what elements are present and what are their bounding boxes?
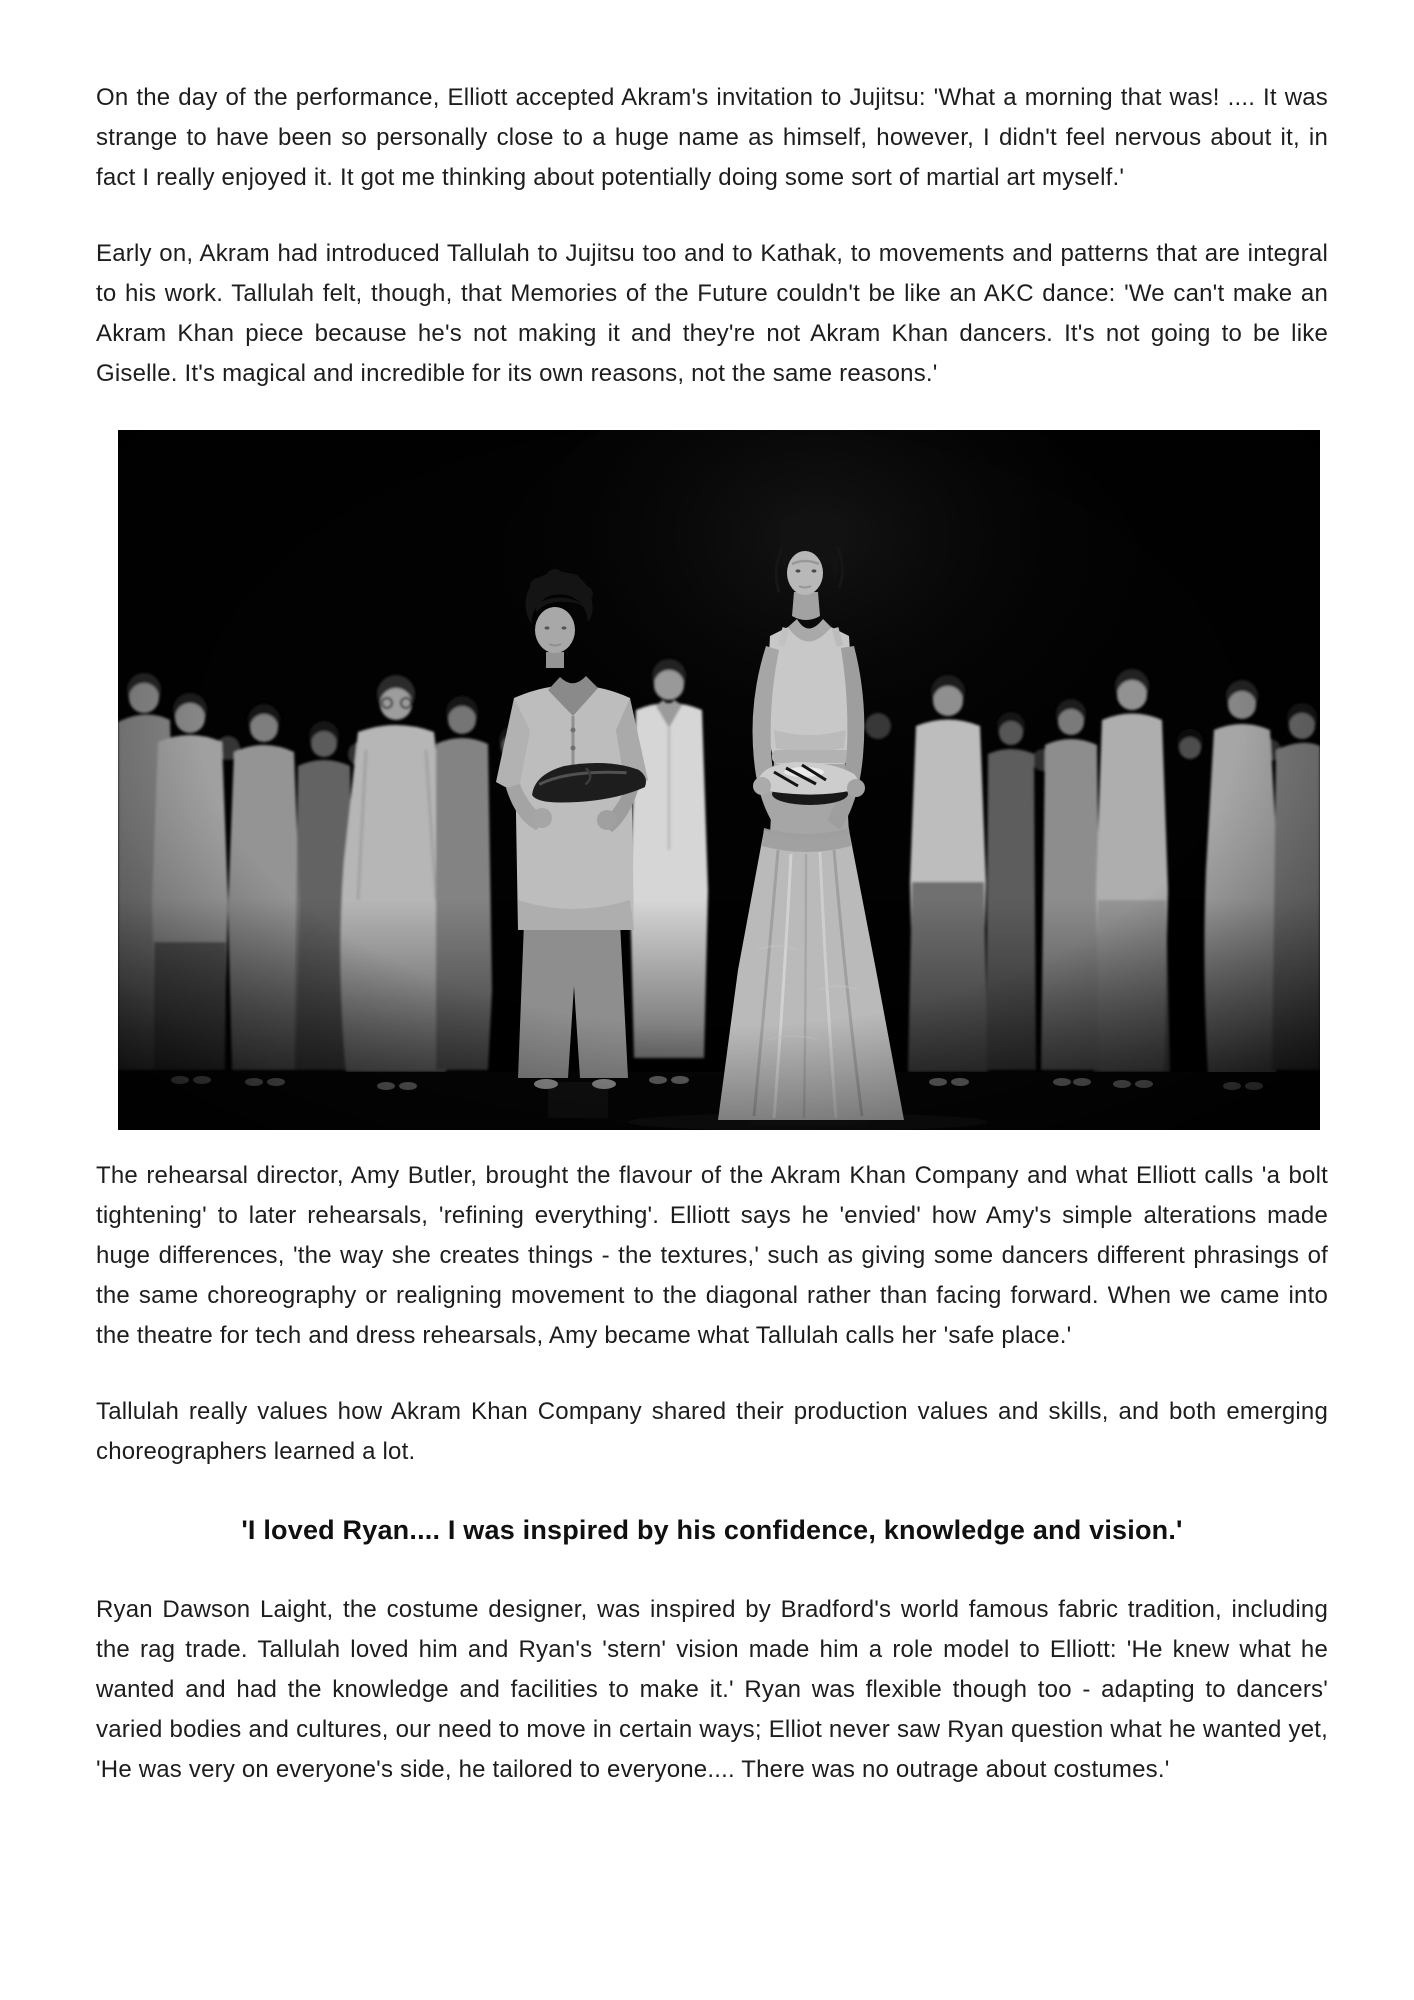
paragraph-early-on: Early on, Akram had introduced Tallulah to Jujitsu too and to Kathak, to movements and patterns that are integral to his work. Tallulah felt, though, that Memories of the Future couldn't be like an AKC dance: 'We can't make an Akram Khan piece because he's not making it and they're not Akram Khan dancers. It's not going to be like Giselle. It's magical and incredible for its own reasons, not the same reasons.' (96, 240, 1328, 387)
stage-photo-illustration (118, 430, 1320, 1130)
pull-quote-heading: 'I loved Ryan.... I was inspired by his confidence, knowledge and vision.' (241, 1515, 1183, 1545)
paragraph-tallulah-values: Tallulah really values how Akram Khan Company shared their production values and skills, and both emerging choreographers learned a lot. (96, 1398, 1328, 1465)
paragraph-rehearsal-director: The rehearsal director, Amy Butler, brought the flavour of the Akram Khan Company and what Elliott calls 'a bolt tightening' to later rehearsals, 'refining everything'. Elliott says he 'envied' how Amy's simple alterations made huge differences, 'the way she creates things - the textures,' such as giving some dancers different phrasings of the same choreography or realigning movement to the diagonal rather than facing forward. When we came into the theatre for tech and dress rehearsals, Amy became what Tallulah calls her 'safe place.' (96, 1162, 1328, 1349)
photo-vignette (118, 430, 1320, 1130)
paragraph-ryan-dawson: Ryan Dawson Laight, the costume designer, was inspired by Bradford's world famous fabric tradition, including the rag trade. Tallulah loved him and Ryan's 'stern' vision made him a role model to Elliott: 'He knew what he wanted and had the knowledge and facilities to make it.' Ryan was flexible though too - adapting to dancers' varied bodies and cultures, our need to move in certain ways; Elliot never saw Ryan question what he wanted yet, 'He was very on everyone's side, he tailored to everyone.... There was no outrage about costumes.' (96, 1596, 1328, 1783)
article-body (96, 78, 1328, 1790)
paragraph-performance-day: On the day of the performance, Elliott accepted Akram's invitation to Jujitsu: 'What a morning that was! .... It was strange to have been so personally close to a huge name as himself, however, I didn't feel nervous about it, in fact I really enjoyed it. It got me thinking about potentially doing some sort of martial art myself.' (96, 84, 1328, 191)
performance-photo (118, 430, 1320, 1130)
